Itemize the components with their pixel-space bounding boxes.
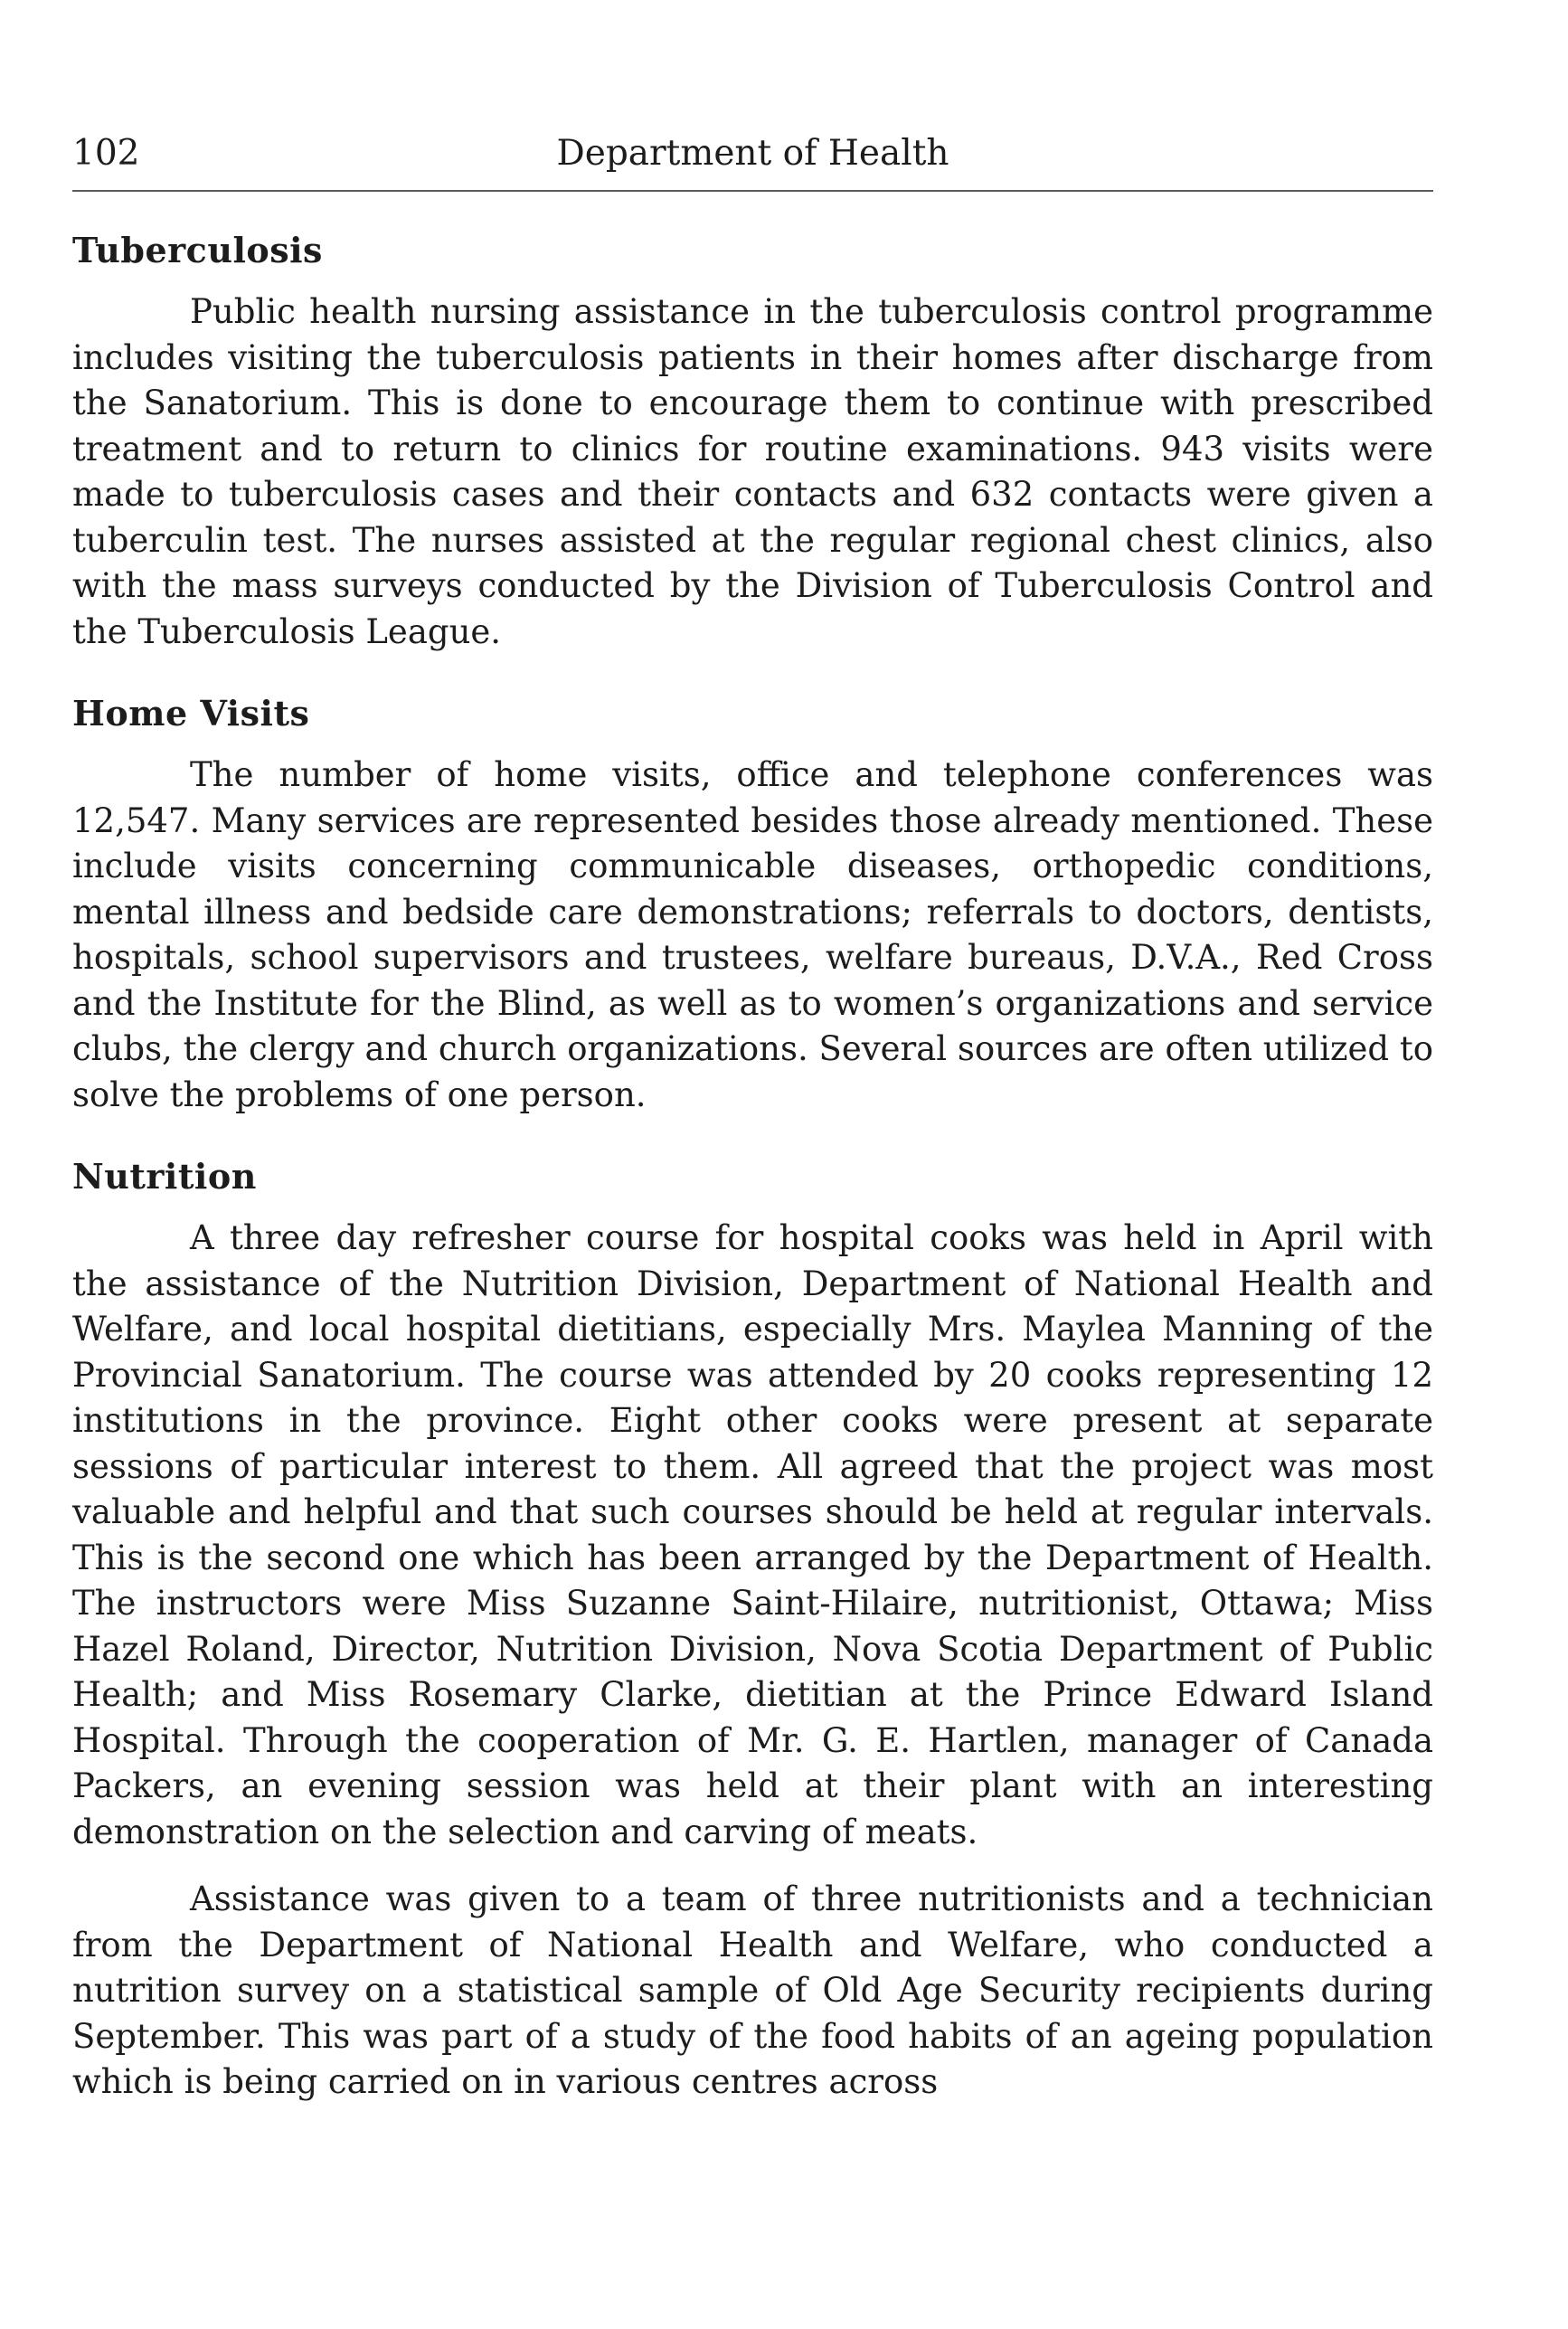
section-home-visits [72,691,1433,1118]
section-nutrition [72,1154,1433,2106]
paragraph: Public health nursing assistance in the tuberculosis control programme includes visiting the tuberculosis patients in their homes after discharge from the Sanatorium. This is done to encourage them to continue with prescribed treatment and to return to clinics for routine examinations. 943 visits were made to tuberculosis cases and their contacts and 632 contacts were given a tuberculin test. The nurses assisted at the regular regional chest clinics, also with the mass surveys conducted by the Division of Tuberculosis Control and the Tuberculosis League. [72,292,1433,651]
section-tuberculosis [72,228,1433,655]
paragraph: Assistance was given to a team of three nutritionists and a technician from the Department of National Health and Welfare, who conducted a nutrition survey on a statistical sample of Old Age Security recipients during September. This was part of a study of the food habits of an ageing population which is being carried on in various centres across [72,1879,1433,2101]
section-heading: Home Visits [72,693,310,734]
document-page [72,127,1433,2106]
page-number: 102 [72,133,140,174]
section-heading: Nutrition [72,1156,257,1197]
paragraph: The number of home visits, office and telephone conferences was 12,547. Many services are represented besides those already mentioned. These include visits concerning communicable diseases, orthopedic conditions, mental illness and bedside care demonstrations; referrals to doctors, dentists, hospitals, school supervisors and trustees, welfare bureaus, D.V.A., Red Cross and the Institute for the Blind, as well as to women’s organizations and service clubs, the clergy and church organizations. Several sources are often utilized to solve the problems of one person. [72,755,1433,1114]
running-header [72,127,1433,181]
section-heading: Tuberculosis [72,230,323,270]
paragraph: A three day refresher course for hospital cooks was held in April with the assistance of the Nutrition Division, Department of National Health and Welfare, and local hospital dietitians, especially Mrs. Maylea Manning of the Provincial Sanatorium. The course was attended by 20 cooks representing 12 institutions in the province. Eight other cooks were present at separate sessions of particular interest to them. All agreed that the project was most valuable and helpful and that such courses should be held at regular intervals. This is the second one which has been arranged by the Department of Health. The instructors were Miss Suzanne Saint-Hilaire, nutritionist, Ottawa; Miss Hazel Roland, Director, Nutrition Division, Nova Scotia Department of Public Health; and Miss Rosemary Clarke, dietitian at the Prince Edward Island Hospital. Through the cooperation of Mr. G. E. Hartlen, manager of Canada Packers, an evening session was held at their plant with an interesting demonstration on the selection and carving of meats. [72,1218,1433,1851]
header-rule [72,190,1433,192]
running-title: Department of Health [556,133,949,174]
